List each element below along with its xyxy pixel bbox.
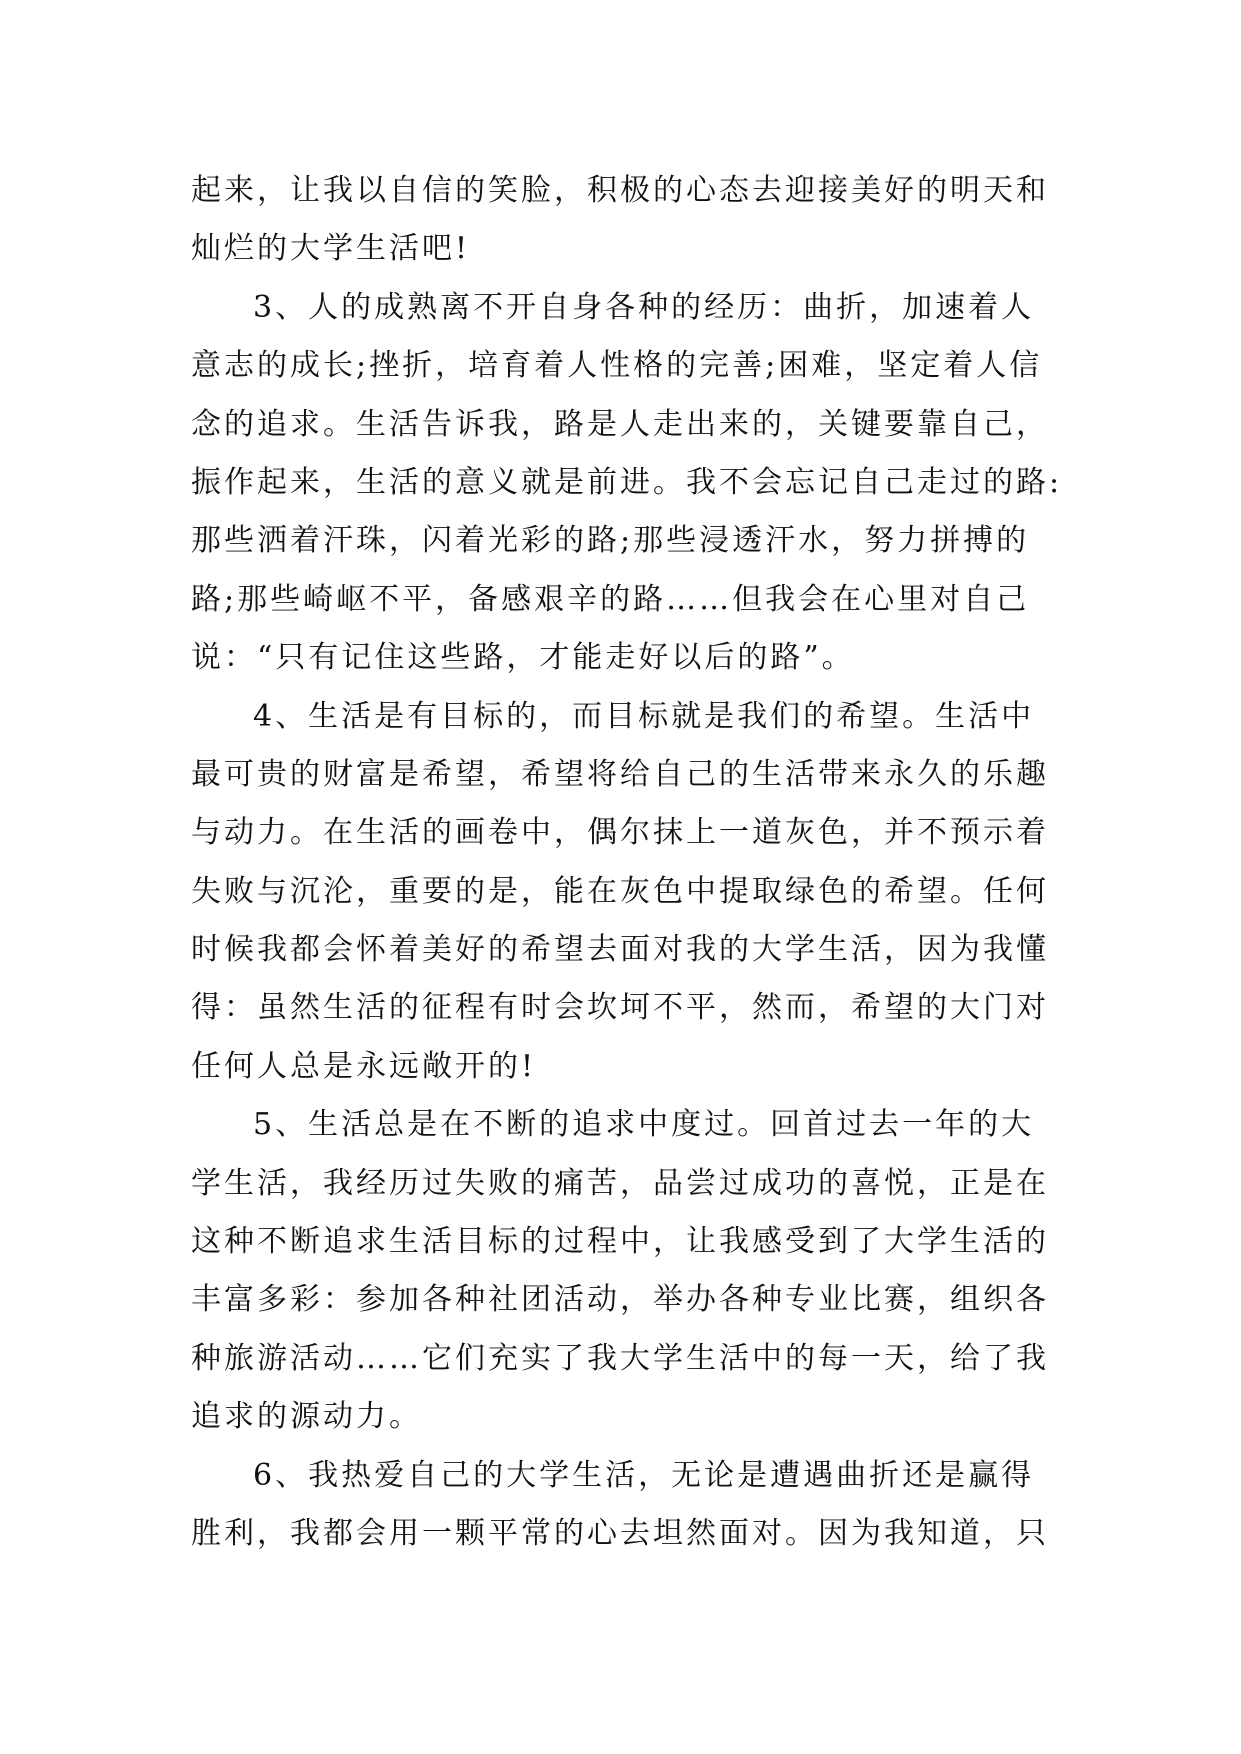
text-line: 与动力。在生活的画卷中，偶尔抹上一道灰色，并不预示着 <box>191 815 1049 851</box>
paragraph-6-start: 6、我热爱自己的大学生活，无论是遭遇曲折还是赢得 <box>253 1457 1035 1493</box>
text-line: 振作起来，生活的意义就是前进。我不会忘记自己走过的路: <box>191 464 1063 500</box>
text-line: 起来，让我以自信的笑脸，积极的心态去迎接美好的明天和 <box>191 173 1049 208</box>
text-line: 种旅游活动……它们充实了我大学生活中的每一天，给了我 <box>191 1340 1049 1376</box>
text-line: 说：“只有记住这些路，才能走好以后的路”。 <box>191 640 855 676</box>
text-line: 得：虽然生活的征程有时会坎坷不平，然而，希望的大门对 <box>191 990 1049 1026</box>
text-line: 那些洒着汗珠，闪着光彩的路;那些浸透汗水，努力拼搏的 <box>191 523 1030 559</box>
text-line: 路;那些崎岖不平，备感艰辛的路……但我会在心里对自己 <box>191 581 1030 617</box>
text-line: 这种不断追求生活目标的过程中，让我感受到了大学生活的 <box>191 1224 1049 1260</box>
text-line: 时候我都会怀着美好的希望去面对我的大学生活，因为我懂 <box>191 932 1049 968</box>
text-line: 追求的源动力。 <box>191 1399 422 1435</box>
text-line: 胜利，我都会用一颗平常的心去坦然面对。因为我知道，只 <box>191 1515 1049 1551</box>
text-line: 灿烂的大学生活吧! <box>191 231 471 267</box>
paragraph-4-start: 4、生活是有目标的，而目标就是我们的希望。生活中 <box>253 698 1035 734</box>
text-line: 最可贵的财富是希望，希望将给自己的生活带来永久的乐趣 <box>191 756 1049 792</box>
text-line: 任何人总是永远敞开的! <box>191 1048 537 1084</box>
text-line: 学生活，我经历过失败的痛苦，品尝过成功的喜悦，正是在 <box>191 1165 1049 1201</box>
document-body <box>191 162 1063 1563</box>
text-line: 念的追求。生活告诉我，路是人走出来的，关键要靠自己， <box>191 406 1049 442</box>
text-line: 失败与沉沦，重要的是，能在灰色中提取绿色的希望。任何 <box>191 873 1049 909</box>
text-line: 丰富多彩：参加各种社团活动，举办各种专业比赛，组织各 <box>191 1282 1049 1318</box>
text-line: 意志的成长;挫折，培育着人性格的完善;困难，坚定着人信 <box>191 348 1043 384</box>
paragraph-3-start: 3、人的成熟离不开自身各种的经历：曲折，加速着人 <box>253 289 1035 325</box>
paragraph-5-start: 5、生活总是在不断的追求中度过。回首过去一年的大 <box>253 1107 1035 1143</box>
